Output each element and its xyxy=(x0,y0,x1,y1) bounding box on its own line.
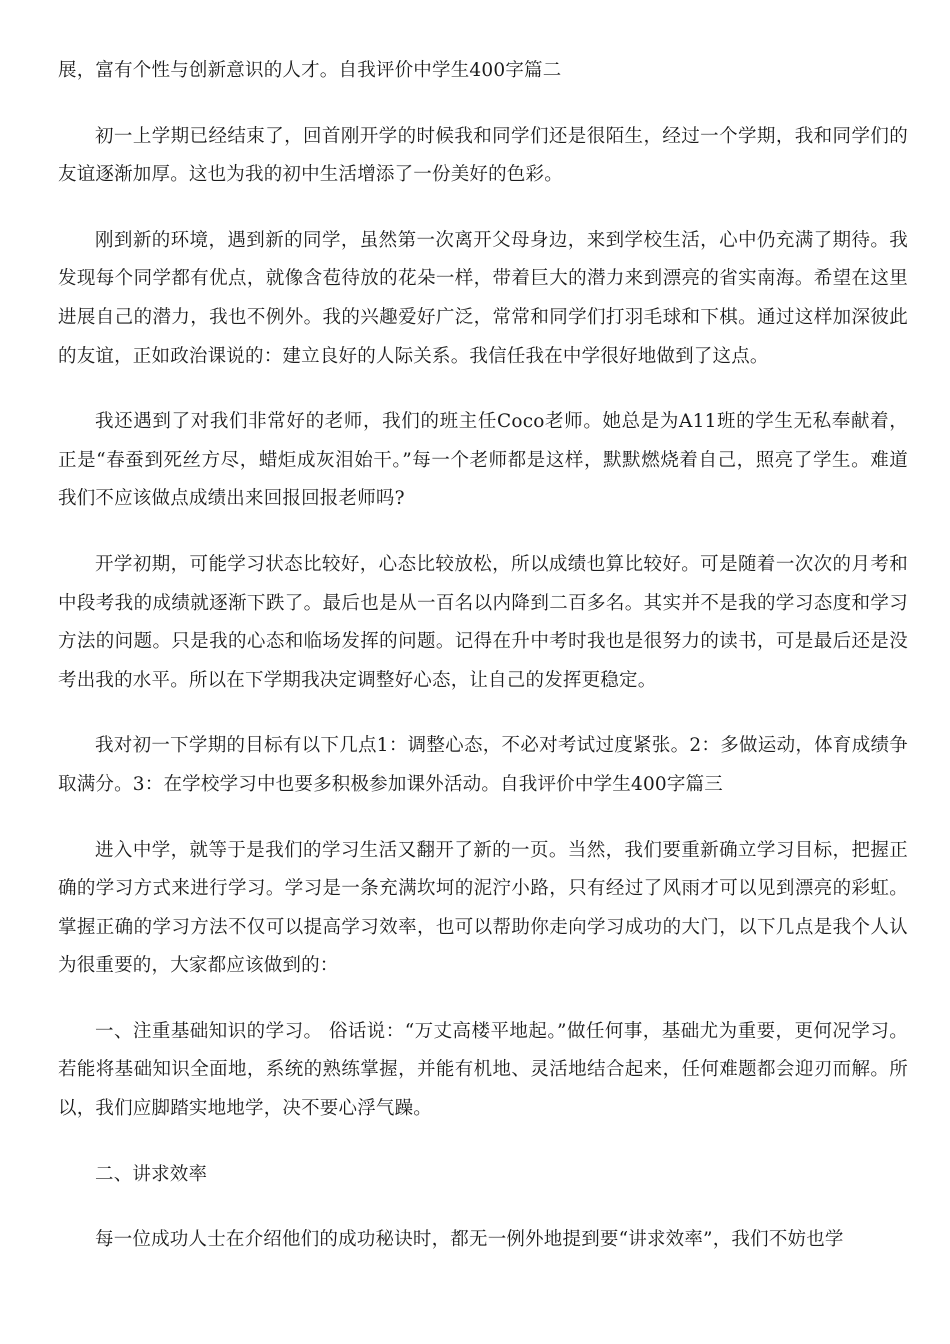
paragraph-2: 初一上学期已经结束了，回首刚开学的时候我和同学们还是很陌生，经过一个学期，我和同学们的友谊逐渐加厚。这也为我的初中生活增添了一份美好的色彩。 xyxy=(58,125,908,186)
paragraph-3: 刚到新的环境，遇到新的同学，虽然第一次离开父母身边，来到学校生活，心中仍充满了期待。我发现每个同学都有优点，就像含苞待放的花朵一样，带着巨大的潜力来到漂亮的省实南海。希望在这里进展自己的潜力，我也不例外。我的兴趣爱好广泛，常常和同学们打羽毛球和下棋。通过这样加深彼此的友谊，正如政治课说的：建立良好的人际关系。我信任我在中学很好地做到了这点。 xyxy=(58,229,908,367)
paragraph-9-heading: 二、讲求效率 xyxy=(95,1163,208,1185)
paragraph-10: 每一位成功人士在介绍他们的成功秘诀时，都无一例外地提到要“讲求效率”，我们不妨也学 xyxy=(95,1229,844,1251)
document-page xyxy=(58,0,908,1260)
paragraph-5: 开学初期，可能学习状态比较好，心态比较放松，所以成绩也算比较好。可是随着一次次的月考和中段考我的成绩就逐渐下跌了。最后也是从一百名以内降到二百多名。其实并不是我的学习态度和学习方法的问题。只是我的心态和临场发挥的问题。记得在升中考时我也是很努力的读书，可是最后还是没考出我的水平。所以在下学期我决定调整好心态，让自己的发挥更稳定。 xyxy=(58,553,908,691)
paragraph-6: 我对初一下学期的目标有以下几点1：调整心态，不必对考试过度紧张。2：多做运动，体育成绩争取满分。3：在学校学习中也要多积极参加课外活动。自我评价中学生400字篇三 xyxy=(58,735,908,795)
paragraph-7: 进入中学，就等于是我们的学习生活又翻开了新的一页。当然，我们要重新确立学习目标，把握正确的学习方式来进行学习。学习是一条充满坎坷的泥泞小路，只有经过了风雨才可以见到漂亮的彩虹。掌握正确的学习方法不仅可以提高学习效率，也可以帮助你走向学习成功的大门，以下几点是我个人认为很重要的，大家都应该做到的： xyxy=(58,839,908,977)
paragraph-1: 展，富有个性与创新意识的人才。自我评价中学生400字篇二 xyxy=(58,60,562,81)
paragraph-8: 一、注重基础知识的学习。 俗话说：“万丈高楼平地起。”做任何事，基础尤为重要，更何况学习。若能将基础知识全面地，系统的熟练掌握，并能有机地、灵活地结合起来，任何难题都会迎刃而解。所以，我们应脚踏实地地学，决不要心浮气躁。 xyxy=(58,1020,908,1120)
paragraph-4: 我还遇到了对我们非常好的老师，我们的班主任Coco老师。她总是为A11班的学生无私奉献着，正是“春蚕到死丝方尽，蜡炬成灰泪始干。”每一个老师都是这样，默默燃烧着自己，照亮了学生。难道我们不应该做点成绩出来回报回报老师吗? xyxy=(58,411,908,510)
